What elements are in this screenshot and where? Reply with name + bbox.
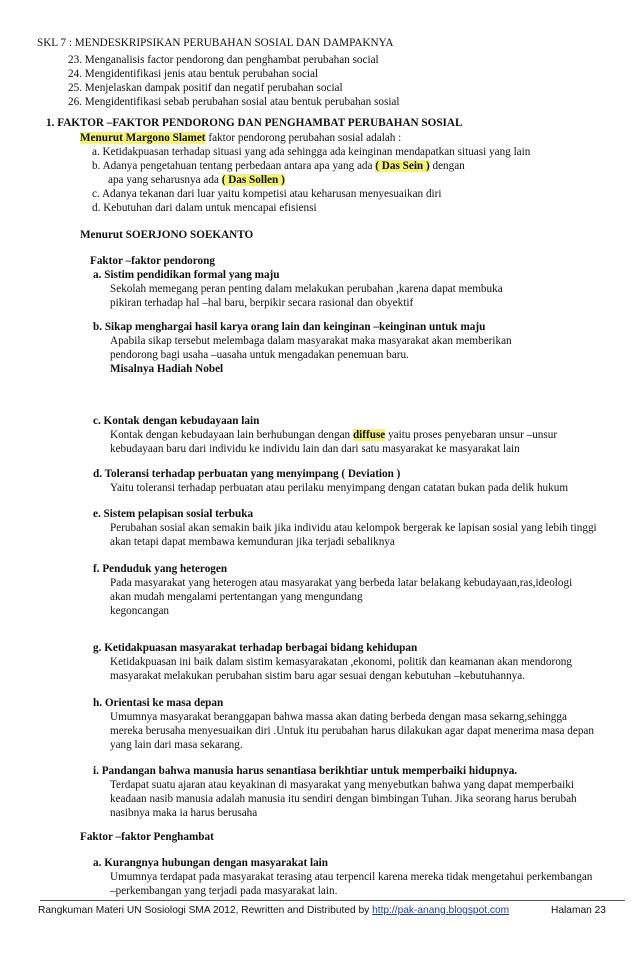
footer-text <box>38 905 509 916</box>
item-f-line2: akan mudah mengalami pertentangan yang mengundang <box>110 591 363 603</box>
footer-rule <box>40 900 625 901</box>
item-f-line3: kegoncangan <box>110 605 170 617</box>
item-h-title: h. Orientasi ke masa depan <box>93 697 224 709</box>
item-f-line1: Pada masyarakat yang heterogen atau masyarakat yang berbeda latar belakang kebudayaan,ras,ideologi <box>110 577 573 589</box>
item-g-line2: masyarakat melakukan perubahan sistim baru agar sesuai dengan kebutuhan –kebutuhannya. <box>110 670 526 682</box>
item-e-title: e. Sistem pelapisan sosial terbuka <box>93 508 254 520</box>
item-c-line1-post: yaitu proses penyebaran unsur –unsur <box>385 429 558 441</box>
margono-item-b-cont-text: apa yang seharusnya ada <box>108 174 222 186</box>
skl-heading: SKL 7 : MENDESKRIPSIKAN PERUBAHAN SOSIAL DAN DAMPAKNYA <box>37 37 394 49</box>
margono-item-b <box>92 159 465 173</box>
margono-intro <box>80 131 401 145</box>
item-b-line2: pendorong bagi usaha –uasaha untuk mengadakan penemuan baru. <box>110 349 409 361</box>
das-sein-after: dengan <box>429 160 465 172</box>
diffuse-term: diffuse <box>352 429 386 441</box>
penghambat-a-line1: Umumnya terdapat pada masyarakat terasing atau terpencil karena mereka tidak mengetahui perkembangan <box>110 871 593 883</box>
indicator-26: 26. Mengidentifikasi sebab perubahan sosial atau bentuk perubahan sosial <box>68 96 400 108</box>
margono-item-a: a. Ketidakpuasan terhadap situasi yang ada sehingga ada keinginan mendapatkan situasi yang lain <box>92 146 531 158</box>
indicator-25: 25. Menjelaskan dampak positif dan negatif perubahan social <box>68 82 343 94</box>
item-a-line1: Sekolah memegang peran penting dalam melakukan perubahan ,karena dapat membuka <box>110 283 503 295</box>
das-sein: ( Das Sein ) <box>375 160 430 172</box>
item-h-line1: Umumnya masyarakat beranggapan bahwa massa akan dating berbeda dengan masa sekarng,sehingga <box>110 711 567 723</box>
item-g-title: g. Ketidakpuasan masyarakat terhadap berbagai bidang kehidupan <box>93 642 418 654</box>
margono-label: Menurut Margono Slamet <box>80 132 206 144</box>
margono-text: faktor pendorong perubahan sosial adalah : <box>205 132 402 144</box>
item-c-line1 <box>110 428 638 442</box>
section-title: 1. FAKTOR –FAKTOR PENDORONG DAN PENGHAMBAT PERUBAHAN SOSIAL <box>46 117 463 129</box>
soerjono-heading: Menurut SOERJONO SOEKANTO <box>80 229 254 241</box>
item-f-title: f. Penduduk yang heterogen <box>93 563 228 575</box>
item-d-line: Yaitu toleransi terhadap perbuatan atau perilaku menyimpang dengan catatan bukan pada delik hukum <box>110 482 569 494</box>
penghambat-a-title: a. Kurangnya hubungan dengan masyarakat lain <box>93 857 329 869</box>
indicator-24: 24. Mengidentifikasi jenis atau bentuk perubahan social <box>68 68 319 80</box>
item-i-line3: nasibnya maka ia harus berusaha <box>110 807 258 819</box>
page-footer <box>0 900 638 940</box>
item-c-line1-pre: Kontak dengan kebudayaan lain berhubungan dengan <box>110 429 353 441</box>
item-e-line2: akan tetapi dapat membawa kemunduran jika terjadi sebaliknya <box>110 536 395 548</box>
penghambat-a-line2: –perkembangan yang terjadi pada masyarakat lain. <box>110 885 338 897</box>
item-e-line1: Perubahan sosial akan semakin baik jika individu atau kelompok bergerak ke lapisan sosial yang lebih tinggi <box>110 522 597 534</box>
item-b-line1: Apabila sikap tersebut melembaga dalam masyarakat maka masyarakat akan memberikan <box>110 335 512 347</box>
item-c-line2: kebudayaan baru dari individu ke individu lain dan dari satu masyarakat ke masyarakat lain <box>110 443 520 455</box>
margono-item-c: c. Adanya tekanan dari luar yaitu kompetisi atau keharusan menyesuaikan diri <box>92 188 442 200</box>
footer-credit: Rangkuman Materi UN Sosiologi SMA 2012, Rewritten and Distributed by <box>38 905 373 916</box>
margono-item-d: d. Kebutuhan dari dalam untuk mencapai efisiensi <box>92 202 317 214</box>
item-g-line1: Ketidakpuasan ini baik dalam sistim kemasyarakatan ,ekonomi, politik dan keamanan akan mendorong <box>110 656 572 668</box>
item-i-line1: Terdapat suatu ajaran atau keyakinan di masyarakat yang menyebutkan bahwa yang dapat memperbaiki <box>110 779 574 791</box>
item-d-title: d. Toleransi terhadap perbuatan yang menyimpang ( Deviation ) <box>93 468 401 480</box>
indicator-23: 23. Menganalisis factor pendorong dan penghambat perubahan social <box>68 54 379 66</box>
margono-item-b-text: b. Adanya pengetahuan tentang perbedaan antara apa yang ada <box>92 160 376 172</box>
item-i-line2: keadaan nasib manusia adalah manusia itu sendiri dengan bimbingan Tuhan. Jika seorang harus berubah <box>110 793 577 805</box>
item-b-example: Misalnya Hadiah Nobel <box>110 363 224 375</box>
das-sollen: ( Das Sollen ) <box>221 174 285 186</box>
page-number: Halaman 23 <box>551 905 606 916</box>
item-a-line2: pikiran terhadap hal –hal baru, berpikir secara rasional dan obyektif <box>110 297 414 309</box>
item-h-line2: mereka berusaha menyesuaikan diri .Untuk itu perubahan harus dilakukan agar dapat menerima masa depan <box>110 725 594 737</box>
item-i-title: i. Pandangan bahwa manusia harus senantiasa berikhtiar untuk memperbaiki hidupnya. <box>93 765 518 777</box>
penghambat-heading: Faktor –faktor Penghambat <box>80 831 214 843</box>
item-c-title: c. Kontak dengan kebudayaan lain <box>93 415 260 427</box>
footer-link[interactable]: http://pak-anang.blogspot.com <box>372 905 510 916</box>
item-h-line3: yang lain dari masa sekarang. <box>110 739 243 751</box>
item-b-title: b. Sikap menghargai hasil karya orang lain dan keinginan –keinginan untuk maju <box>93 321 486 333</box>
item-a-title: a. Sistim pendidikan formal yang maju <box>93 269 280 281</box>
margono-item-b-cont <box>108 173 285 187</box>
pendorong-heading: Faktor –faktor pendorong <box>90 255 215 267</box>
